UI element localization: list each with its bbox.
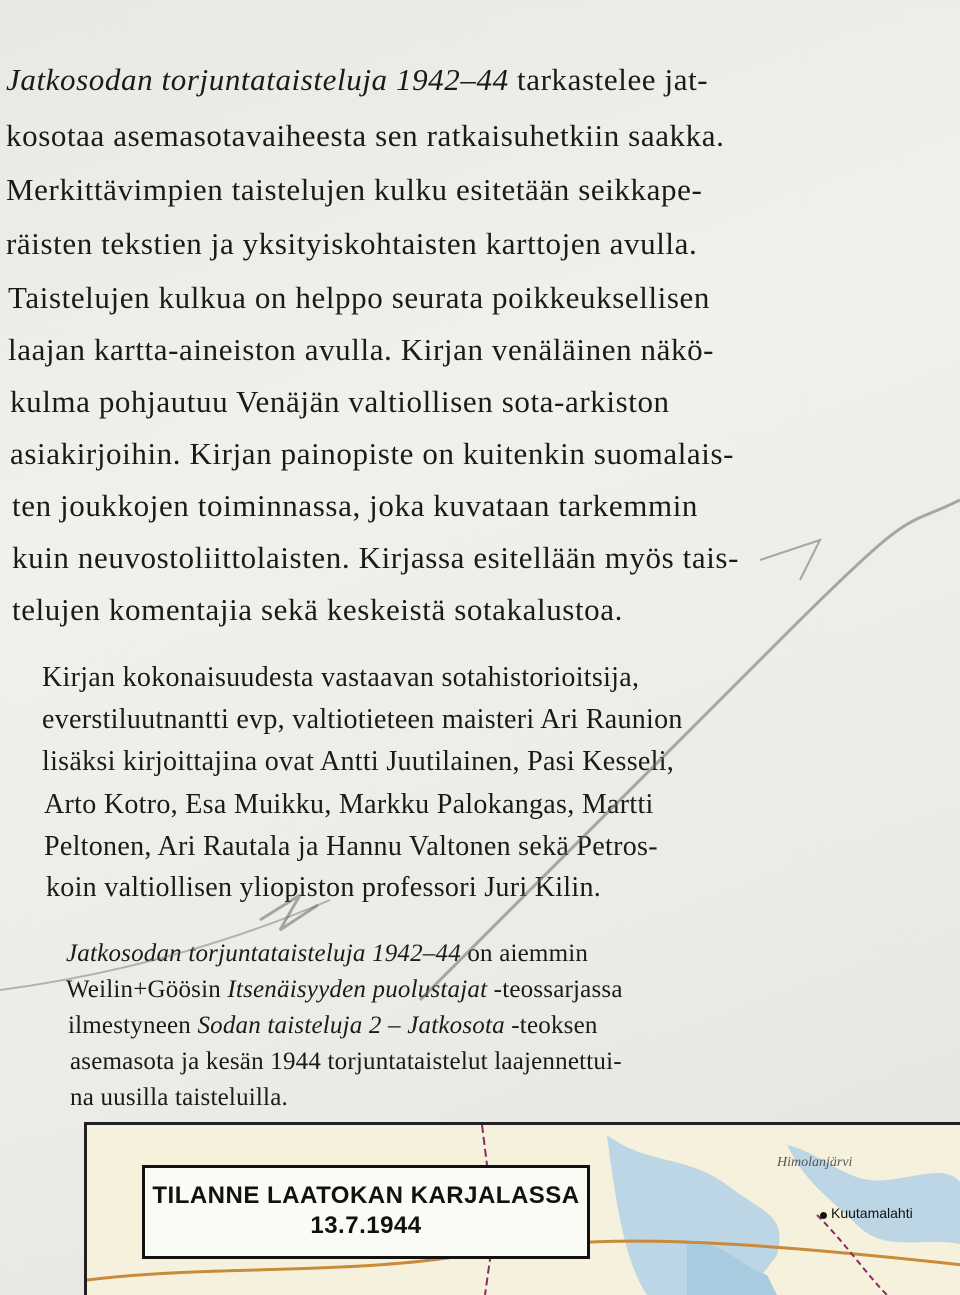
place-label: Kuutamalahti <box>831 1205 913 1221</box>
text-line: Arto Kotro, Esa Muikku, Markku Palokangas, Martti <box>44 789 654 820</box>
text-line: Kirjan kokonaisuudesta vastaavan sotahistorioitsija, <box>42 662 640 693</box>
text-line: everstiluutnantti evp, valtiotieteen maisteri Ari Raunion <box>42 704 683 735</box>
lake-label: Himolanjärvi <box>777 1155 853 1170</box>
text-line: kuin neuvostoliittolaisten. Kirjassa esitellään myös tais- <box>12 540 740 575</box>
text-line: kulma pohjautuu Venäjän valtiollisen sota-arkiston <box>10 384 670 419</box>
map-date: 13.7.1944 <box>310 1212 422 1239</box>
text-line: asemasota ja kesän 1944 torjuntataistelut laajennettui- <box>70 1048 622 1075</box>
text-line: lisäksi kirjoittajina ovat Antti Juutilainen, Pasi Kesseli, <box>42 746 675 777</box>
text-line: Jatkosodan torjuntataisteluja 1942–44 tarkastelee jat- <box>6 62 709 97</box>
text-line: Merkittävimpien taistelujen kulku esitetään seikkape- <box>6 172 703 207</box>
map-excerpt <box>84 1122 960 1295</box>
text-line: koin valtiollisen yliopiston professori Juri Kilin. <box>46 872 602 903</box>
text-line: telujen komentajia sekä keskeistä sotakalustoa. <box>12 592 623 627</box>
map-title: TILANNE LAATOKAN KARJALASSA <box>152 1182 580 1209</box>
map-title-box <box>142 1165 590 1259</box>
text-line: Weilin+Göösin Itsenäisyyden puolustajat -teossarjassa <box>66 976 623 1003</box>
text-line: laajan kartta-aineiston avulla. Kirjan venäläinen näkö- <box>8 332 715 367</box>
text-line: Peltonen, Ari Rautala ja Hannu Valtonen sekä Petros- <box>44 831 658 862</box>
book-title-italic: Jatkosodan torjuntataisteluja 1942–44 <box>6 62 509 97</box>
text-line: Taistelujen kulkua on helppo seurata poikkeuksellisen <box>8 280 710 315</box>
text-line: ten joukkojen toiminnassa, joka kuvataan tarkemmin <box>12 488 699 523</box>
place-marker-icon <box>820 1212 827 1219</box>
text-line: Jatkosodan torjuntataisteluja 1942–44 on aiemmin <box>66 940 589 967</box>
text-line: räisten tekstien ja yksityiskohtaisten karttojen avulla. <box>6 226 698 261</box>
text-line: ilmestyneen Sodan taisteluja 2 – Jatkosota -teoksen <box>68 1012 598 1039</box>
text-line: kosotaa asemasotavaiheesta sen ratkaisuhetkiin saakka. <box>6 118 725 153</box>
text-line: na uusilla taisteluilla. <box>70 1084 288 1111</box>
text-line: asiakirjoihin. Kirjan painopiste on kuitenkin suomalais- <box>10 436 735 471</box>
